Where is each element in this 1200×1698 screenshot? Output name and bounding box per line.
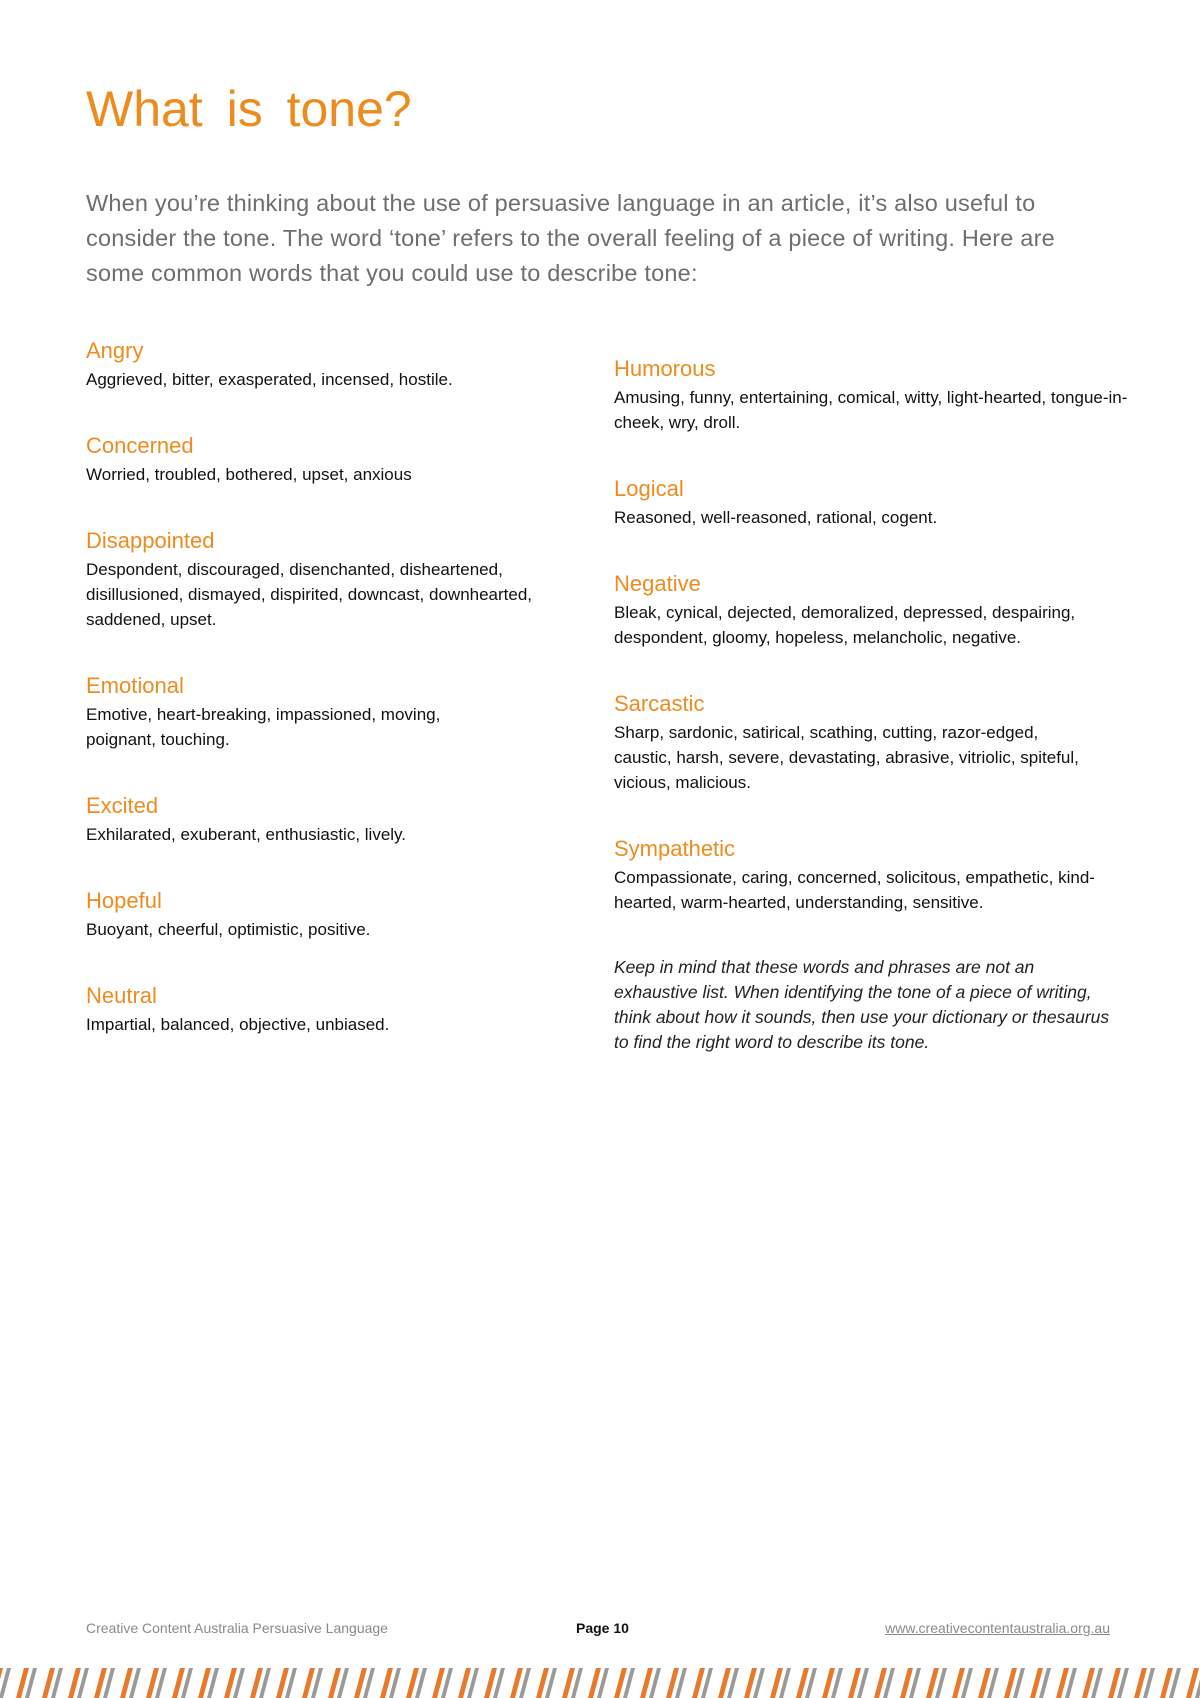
tone-entry (614, 355, 1134, 435)
tone-description: Worried, troubled, bothered, upset, anxious (86, 465, 412, 484)
decorative-border (0, 1668, 1200, 1698)
tone-term: Neutral (86, 983, 157, 1008)
tone-entry (86, 527, 586, 632)
tone-description: Despondent, discouraged, disenchanted, disheartened, disillusioned, dismayed, dispirited, downcast, downhearted, saddened, upset. (86, 560, 533, 629)
page-title: What is tone? (86, 81, 412, 137)
tone-description: Compassionate, caring, concerned, solicitous, empathetic, kind-hearted, warm-hearted, understanding, sensitive. (614, 868, 1095, 912)
tone-entry (614, 690, 1134, 795)
tone-description: Sharp, sardonic, satirical, scathing, cutting, razor-edged, caustic, harsh, severe, devastating, abrasive, vitriolic, spiteful, vicious, malicious. (614, 723, 1079, 792)
tone-entry (614, 475, 1134, 530)
tone-description: Buoyant, cheerful, optimistic, positive. (86, 920, 371, 939)
tone-term: Concerned (86, 433, 194, 458)
footer-website-link[interactable]: www.creativecontentaustralia.org.au (885, 1620, 1110, 1636)
tone-term: Sympathetic (614, 836, 736, 861)
tone-entry (614, 570, 1134, 650)
footer-publication: Creative Content Australia Persuasive Language (86, 1620, 388, 1636)
tone-term: Hopeful (86, 888, 162, 913)
tone-description: Impartial, balanced, objective, unbiased. (86, 1015, 390, 1034)
note-paragraph: Keep in mind that these words and phrases are not an exhaustive list. When identifying the tone of a piece of writing, think about how it sounds, then use your dictionary or thesaurus to find the right word to describe its tone. (614, 957, 1110, 1052)
page-footer (86, 1620, 1110, 1642)
tone-entry (614, 835, 1134, 915)
right-column (614, 355, 1134, 1055)
tone-description: Aggrieved, bitter, exasperated, incensed, hostile. (86, 370, 453, 389)
tone-entry (86, 792, 586, 847)
tone-term: Emotional (86, 673, 184, 698)
zigzag-pattern-icon (0, 1668, 1200, 1698)
tone-entry (86, 432, 586, 487)
tone-term: Humorous (614, 356, 716, 381)
tone-term: Negative (614, 571, 701, 596)
tone-description: Emotive, heart-breaking, impassioned, moving, poignant, touching. (86, 705, 441, 749)
tone-term: Disappointed (86, 528, 215, 553)
tone-description: Reasoned, well-reasoned, rational, cogent. (614, 508, 938, 527)
page-number: Page 10 (576, 1620, 629, 1636)
intro-paragraph: When you’re thinking about the use of persuasive language in an article, it’s also useful to consider the tone. The word ‘tone’ refers to the overall feeling of a piece of writing. Here are some common words that you could use to describe tone: (86, 190, 1055, 286)
left-column (86, 337, 586, 1077)
tone-term: Logical (614, 476, 684, 501)
tone-term: Excited (86, 793, 159, 818)
tone-entry (86, 337, 586, 392)
tone-description: Amusing, funny, entertaining, comical, witty, light-hearted, tongue-in-cheek, wry, droll. (614, 388, 1128, 432)
tone-description: Exhilarated, exuberant, enthusiastic, lively. (86, 825, 407, 844)
tone-description: Bleak, cynical, dejected, demoralized, depressed, despairing, despondent, gloomy, hopeless, melancholic, negative. (614, 603, 1076, 647)
tone-term: Angry (86, 338, 144, 363)
tone-entry (86, 982, 586, 1037)
tone-term: Sarcastic (614, 691, 705, 716)
tone-entry (86, 672, 586, 752)
tone-entry (86, 887, 586, 942)
